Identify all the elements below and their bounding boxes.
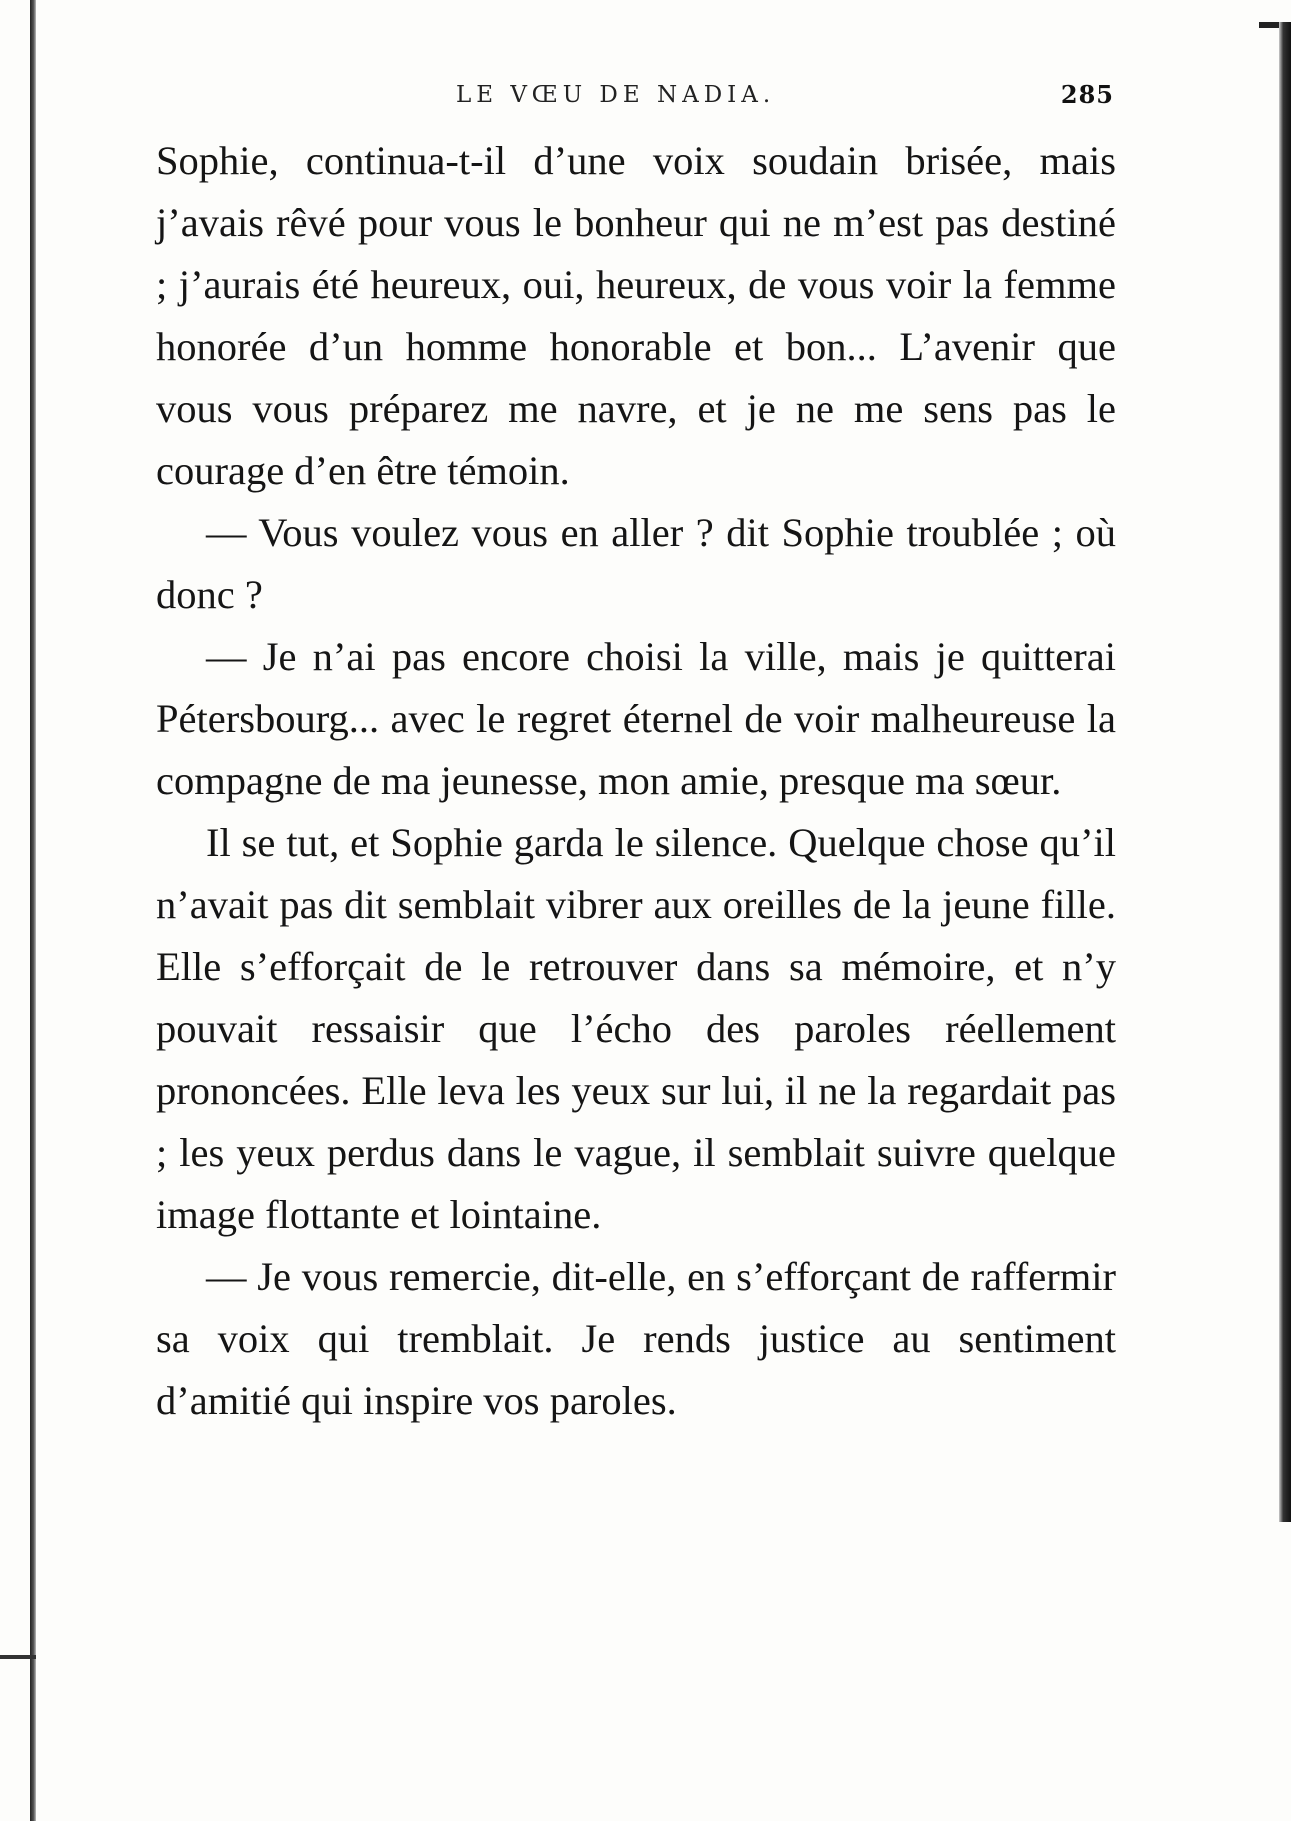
paragraph-5: — Je vous remercie, dit-elle, en s’efforçant de raffermir sa voix qui tremblait. Je rends justice au sentiment d’amitié qui inspire vos paroles.	[156, 1254, 1116, 1423]
paragraph-2: — Vous voulez vous en aller ? dit Sophie troublée ; où donc ?	[156, 510, 1116, 617]
page-number: 285	[1060, 80, 1114, 109]
paragraph-3: — Je n’ai pas encore choisi la ville, mais je quitterai Pétersbourg... avec le regret éternel de voir malheureuse la compagne de ma jeunesse, mon amie, presque ma sœur.	[156, 634, 1116, 803]
paragraph-1: Sophie, continua-t-il d’une voix soudain brisée, mais j’avais rêvé pour vous le bonheur qui ne m’est pas destiné ; j’aurais été heureux, oui, heureux, de vous voir la femme honorée d’un homme honorable et bon... L’avenir que vous vous préparez me navre, et je ne me sens pas le courage d’en être témoin.	[156, 138, 1116, 493]
page-edge-right	[1279, 22, 1291, 1522]
running-head	[156, 82, 1114, 122]
paragraph-4: Il se tut, et Sophie garda le silence. Quelque chose qu’il n’avait pas dit semblait vibrer aux oreilles de la jeune fille. Elle s’efforçait de le retrouver dans sa mémoire, et n’y pouvait ressaisir que l’écho des paroles réellement prononcées. Elle leva les yeux sur lui, il ne la regardait pas ; les yeux perdus dans le vague, il semblait suivre quelque image flottante et lointaine.	[156, 820, 1116, 1237]
binding-notch	[0, 1655, 36, 1659]
binding-edge-left	[30, 0, 36, 1821]
running-title: LE VŒU DE NADIA.	[456, 82, 776, 108]
body-text	[156, 130, 1116, 1432]
